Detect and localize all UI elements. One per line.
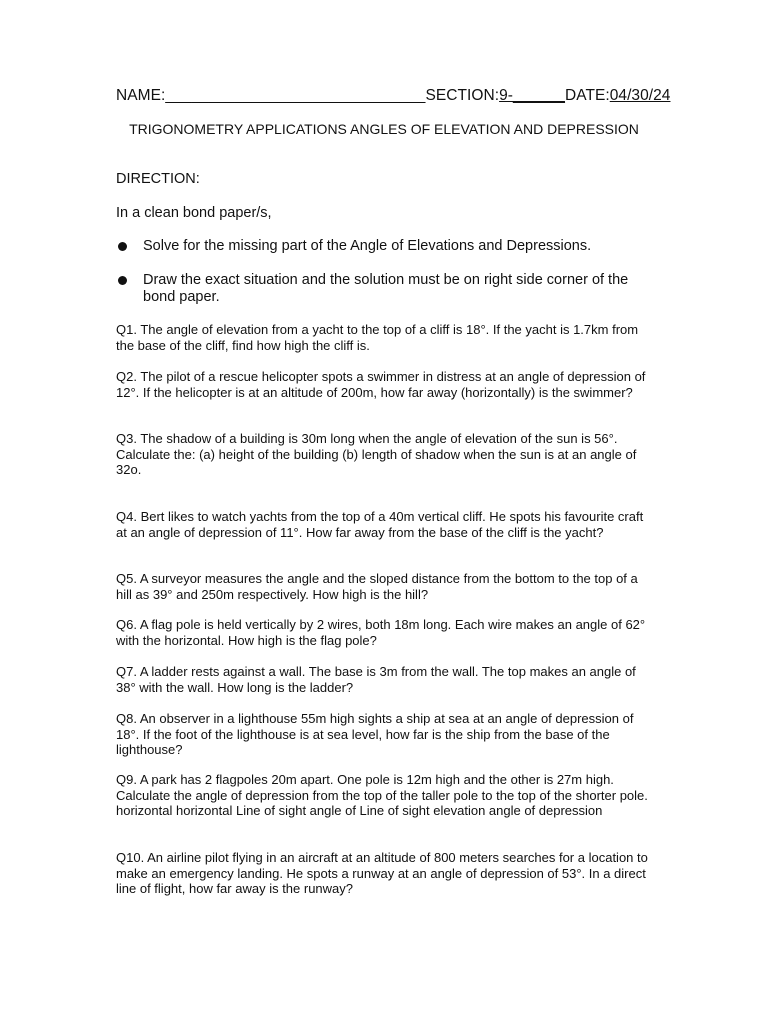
section-label: SECTION:	[425, 87, 500, 104]
direction-label: DIRECTION:	[116, 171, 200, 187]
question-7: Q7. A ladder rests against a wall. The base is 3m from the wall. The top makes an angle of 38° with the wall. How long is the ladder?	[116, 664, 636, 695]
header-line	[116, 87, 670, 105]
bullet-dot-icon	[118, 276, 127, 285]
bullet-text: Solve for the missing part of the Angle of Elevations and Depressions.	[143, 238, 592, 254]
question-3: Q3. The shadow of a building is 30m long when the angle of elevation of the sun is 56°. Calculate the: (a) height of the building (b) length of shadow when the sun is at an angle of 32o.	[116, 431, 637, 478]
question-6: Q6. A flag pole is held vertically by 2 wires, both 18m long. Each wire makes an angle of 62° with the horizontal. How high is the flag pole?	[116, 617, 646, 648]
question-10: Q10. An airline pilot flying in an aircraft at an altitude of 800 meters searches for a location to make an emergency landing. He spots a runway at an angle of depression of 53°. In a direct line of flight, how far away is the runway?	[116, 850, 648, 897]
date-value: 04/30/24	[609, 87, 671, 104]
name-label: NAME:	[116, 87, 166, 104]
question-9: Q9. A park has 2 flagpoles 20m apart. One pole is 12m high and the other is 27m high. Calculate the angle of depression from the top of the taller pole to the top of the shorter pole. horizontal horizontal Line of sight angle of Line of sight elevation angle of depression	[116, 772, 648, 819]
question-1: Q1. The angle of elevation from a yacht to the top of a cliff is 18°. If the yacht is 1.7km from the base of the cliff, find how high the cliff is.	[116, 322, 639, 353]
bullet-dot-icon	[118, 242, 127, 251]
question-5: Q5. A surveyor measures the angle and the sloped distance from the bottom to the top of a hill as 39° and 250m respectively. How high is the hill?	[116, 571, 638, 602]
question-2: Q2. The pilot of a rescue helicopter spots a swimmer in distress at an angle of depression of 12°. If the helicopter is at an altitude of 200m, how far away (horizontally) is the swimmer?	[116, 369, 646, 400]
question-4: Q4. Bert likes to watch yachts from the top of a 40m vertical cliff. He spots his favourite craft at an angle of depression of 11°. How far away from the base of the cliff is the yacht?	[116, 509, 644, 540]
question-8: Q8. An observer in a lighthouse 55m high sights a ship at sea at an angle of depression of 18°. If the foot of the lighthouse is at sea level, how far is the ship from the base of the lighthouse?	[116, 711, 634, 758]
worksheet-title: TRIGONOMETRY APPLICATIONS ANGLES OF ELEVATION AND DEPRESSION	[129, 121, 639, 137]
intro-text: In a clean bond paper/s,	[116, 205, 272, 221]
date-label: DATE:	[564, 87, 610, 104]
bullet-text: Draw the exact situation and the solution must be on right side corner of the bond paper.	[143, 272, 629, 305]
name-blank: ______________________________	[165, 87, 426, 104]
section-value: 9-______	[499, 87, 565, 104]
